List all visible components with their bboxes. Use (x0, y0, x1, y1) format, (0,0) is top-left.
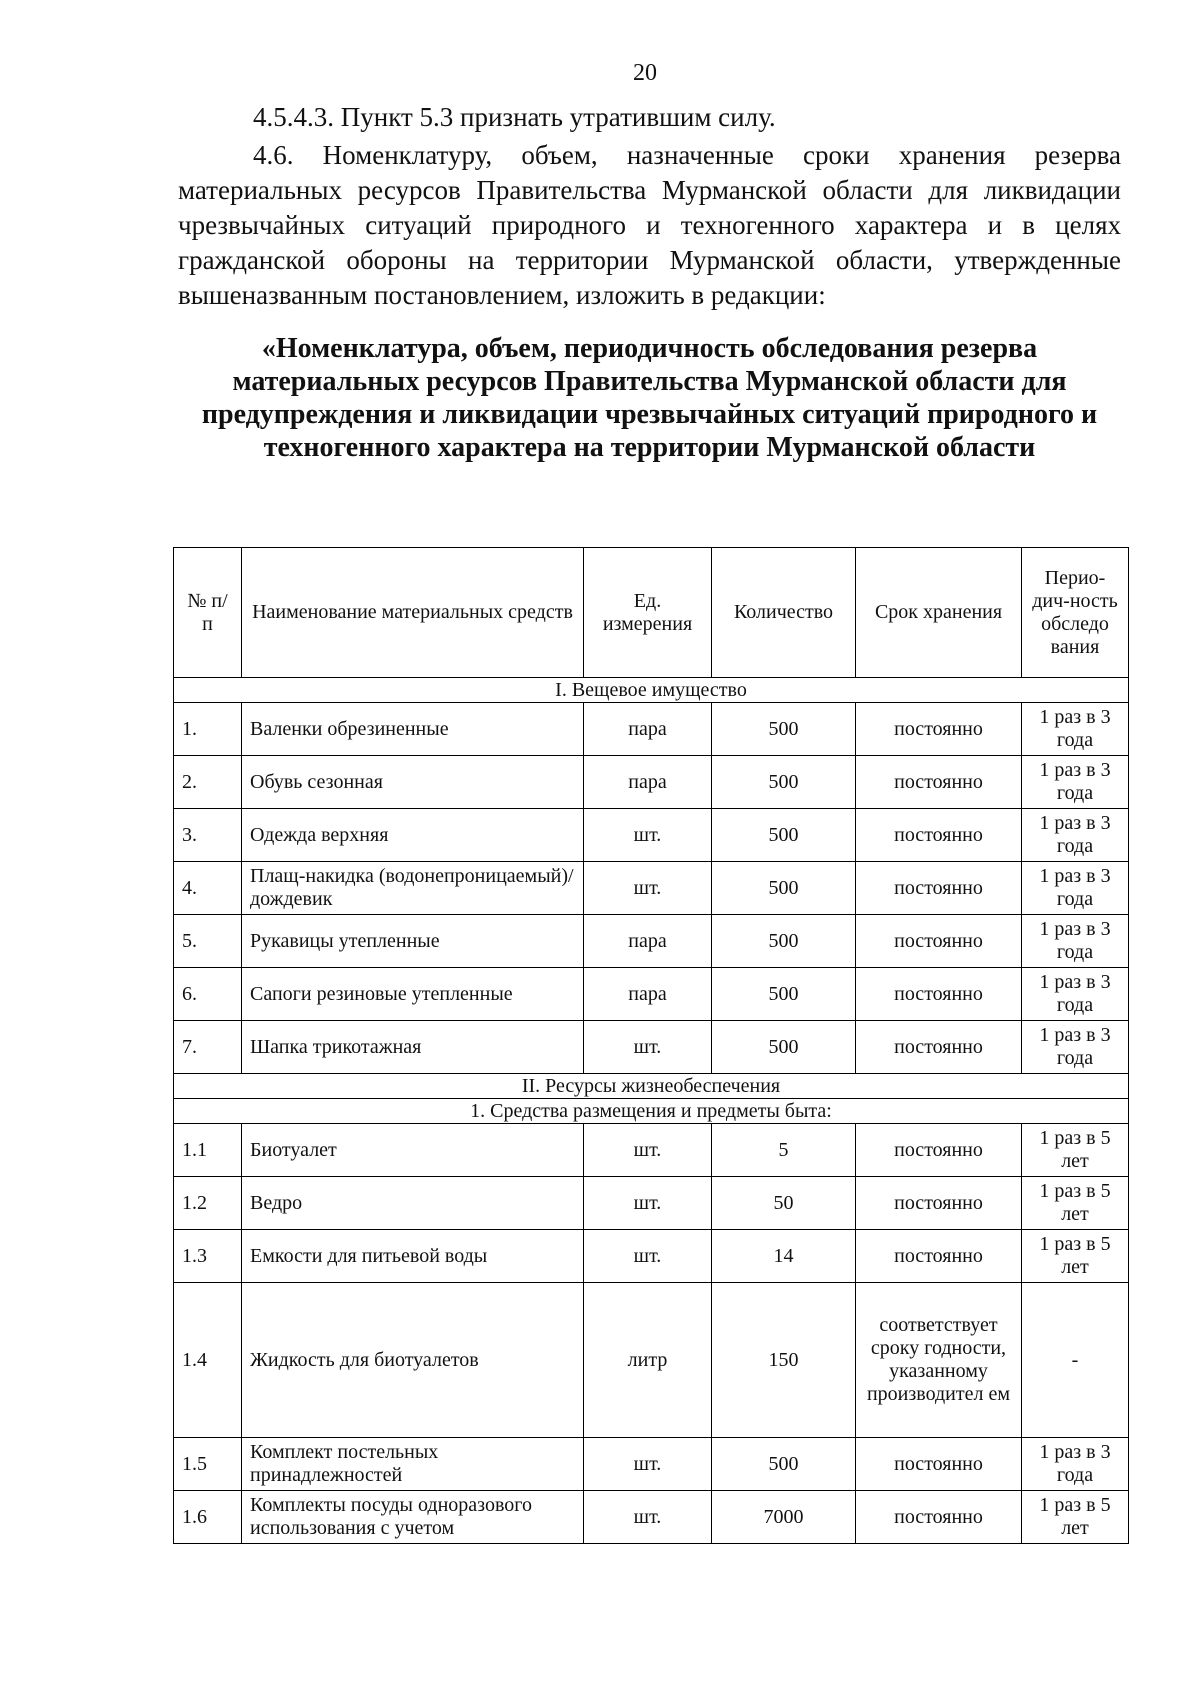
cell-period: - (1022, 1283, 1129, 1438)
cell-term: постоянно (856, 968, 1022, 1021)
cell-unit: пара (584, 968, 712, 1021)
table-row (174, 1177, 1129, 1230)
cell-period: 1 раз в 3 года (1022, 1021, 1129, 1074)
section-row (174, 1074, 1129, 1099)
cell-name: Биотуалет (242, 1124, 584, 1177)
cell-period: 1 раз в 5 лет (1022, 1491, 1129, 1544)
cell-unit: шт. (584, 1124, 712, 1177)
section-row (174, 678, 1129, 703)
cell-unit: шт. (584, 1491, 712, 1544)
cell-name: Комплекты посуды одноразового использования с учетом (242, 1491, 584, 1544)
section-1-label: I. Вещевое имущество (174, 678, 1129, 703)
cell-qty: 500 (712, 915, 856, 968)
cell-qty: 500 (712, 809, 856, 862)
cell-term: постоянно (856, 862, 1022, 915)
subsection-row (174, 1099, 1129, 1124)
cell-unit: шт. (584, 1230, 712, 1283)
cell-num: 4. (174, 862, 242, 915)
cell-qty: 500 (712, 756, 856, 809)
header-name: Наименование материальных средств (242, 548, 584, 678)
section-2-label: II. Ресурсы жизнеобеспечения (174, 1074, 1129, 1099)
cell-num: 2. (174, 756, 242, 809)
table-row (174, 809, 1129, 862)
page-number: 20 (633, 60, 657, 86)
table-row (174, 915, 1129, 968)
table-row (174, 1230, 1129, 1283)
cell-name: Сапоги резиновые утепленные (242, 968, 584, 1021)
paragraph-4-5-4-3: 4.5.4.3. Пункт 5.3 признать утратившим силу. (253, 102, 776, 132)
cell-term: постоянно (856, 703, 1022, 756)
cell-name: Емкости для питьевой воды (242, 1230, 584, 1283)
cell-name: Комплект постельных принадлежностей (242, 1438, 584, 1491)
header-term: Срок хранения (856, 548, 1022, 678)
cell-qty: 500 (712, 968, 856, 1021)
cell-term: постоянно (856, 1438, 1022, 1491)
cell-name: Шапка трикотажная (242, 1021, 584, 1074)
table-row (174, 1124, 1129, 1177)
cell-term: постоянно (856, 915, 1022, 968)
cell-unit: шт. (584, 1021, 712, 1074)
cell-period: 1 раз в 3 года (1022, 756, 1129, 809)
cell-num: 3. (174, 809, 242, 862)
header-qty: Количество (712, 548, 856, 678)
table-row (174, 1021, 1129, 1074)
document-title: «Номенклатура, объем, периодичность обследования резерва материальных ресурсов Правительства Мурманской области для предупреждения и ликвидации чрезвычайных ситуаций природного и техногенного характера на территории Мурманской области (201, 333, 1098, 463)
cell-term: постоянно (856, 809, 1022, 862)
table-header-row (174, 548, 1129, 678)
cell-period: 1 раз в 3 года (1022, 1438, 1129, 1491)
cell-term: постоянно (856, 756, 1022, 809)
cell-qty: 5 (712, 1124, 856, 1177)
cell-qty: 150 (712, 1283, 856, 1438)
cell-period: 1 раз в 5 лет (1022, 1230, 1129, 1283)
cell-unit: шт. (584, 862, 712, 915)
cell-period: 1 раз в 3 года (1022, 915, 1129, 968)
table-row (174, 756, 1129, 809)
cell-num: 5. (174, 915, 242, 968)
cell-name: Обувь сезонная (242, 756, 584, 809)
cell-unit: шт. (584, 809, 712, 862)
nomenclature-table (173, 547, 1129, 1544)
cell-qty: 50 (712, 1177, 856, 1230)
cell-term: постоянно (856, 1021, 1022, 1074)
paragraph-4-6: 4.6. Номенклатуру, объем, назначенные сроки хранения резерва материальных ресурсов Правительства Мурманской области для ликвидации чрезвычайных ситуаций природного и техногенного характера и в целях гражданской обороны на территории Мурманской области, утвержденные вышеназванным постановлением, изложить в редакции: (178, 140, 1121, 310)
cell-period: 1 раз в 5 лет (1022, 1177, 1129, 1230)
table-row (174, 1438, 1129, 1491)
cell-name: Ведро (242, 1177, 584, 1230)
table-row (174, 703, 1129, 756)
header-num: № п/п (174, 548, 242, 678)
cell-unit: шт. (584, 1177, 712, 1230)
table-row (174, 968, 1129, 1021)
cell-num: 6. (174, 968, 242, 1021)
cell-num: 1.1 (174, 1124, 242, 1177)
cell-num: 1.6 (174, 1491, 242, 1544)
cell-unit: шт. (584, 1438, 712, 1491)
cell-term: постоянно (856, 1124, 1022, 1177)
cell-name: Плащ-накидка (водонепроницаемый)/дождевик (242, 862, 584, 915)
cell-name: Валенки обрезиненные (242, 703, 584, 756)
cell-qty: 500 (712, 1438, 856, 1491)
cell-qty: 500 (712, 1021, 856, 1074)
cell-num: 1.2 (174, 1177, 242, 1230)
cell-num: 7. (174, 1021, 242, 1074)
table-row (174, 862, 1129, 915)
subsection-1-label: 1. Средства размещения и предметы быта: (174, 1099, 1129, 1124)
cell-num: 1.5 (174, 1438, 242, 1491)
cell-name: Одежда верхняя (242, 809, 584, 862)
cell-unit: пара (584, 703, 712, 756)
cell-qty: 500 (712, 862, 856, 915)
cell-num: 1.4 (174, 1283, 242, 1438)
cell-period: 1 раз в 3 года (1022, 862, 1129, 915)
cell-term: постоянно (856, 1491, 1022, 1544)
cell-period: 1 раз в 3 года (1022, 968, 1129, 1021)
table-row (174, 1283, 1129, 1438)
cell-qty: 14 (712, 1230, 856, 1283)
cell-term: постоянно (856, 1230, 1022, 1283)
cell-term: соответствует сроку годности, указанному производител ем (856, 1283, 1022, 1438)
cell-term: постоянно (856, 1177, 1022, 1230)
cell-period: 1 раз в 3 года (1022, 703, 1129, 756)
cell-name: Жидкость для биотуалетов (242, 1283, 584, 1438)
cell-qty: 500 (712, 703, 856, 756)
table-row (174, 1491, 1129, 1544)
cell-unit: пара (584, 915, 712, 968)
cell-num: 1. (174, 703, 242, 756)
cell-name: Рукавицы утепленные (242, 915, 584, 968)
cell-unit: литр (584, 1283, 712, 1438)
cell-qty: 7000 (712, 1491, 856, 1544)
cell-num: 1.3 (174, 1230, 242, 1283)
cell-unit: пара (584, 756, 712, 809)
cell-period: 1 раз в 3 года (1022, 809, 1129, 862)
cell-period: 1 раз в 5 лет (1022, 1124, 1129, 1177)
header-period: Перио-дич-ность обследо вания (1022, 548, 1129, 678)
header-unit: Ед. измерения (584, 548, 712, 678)
